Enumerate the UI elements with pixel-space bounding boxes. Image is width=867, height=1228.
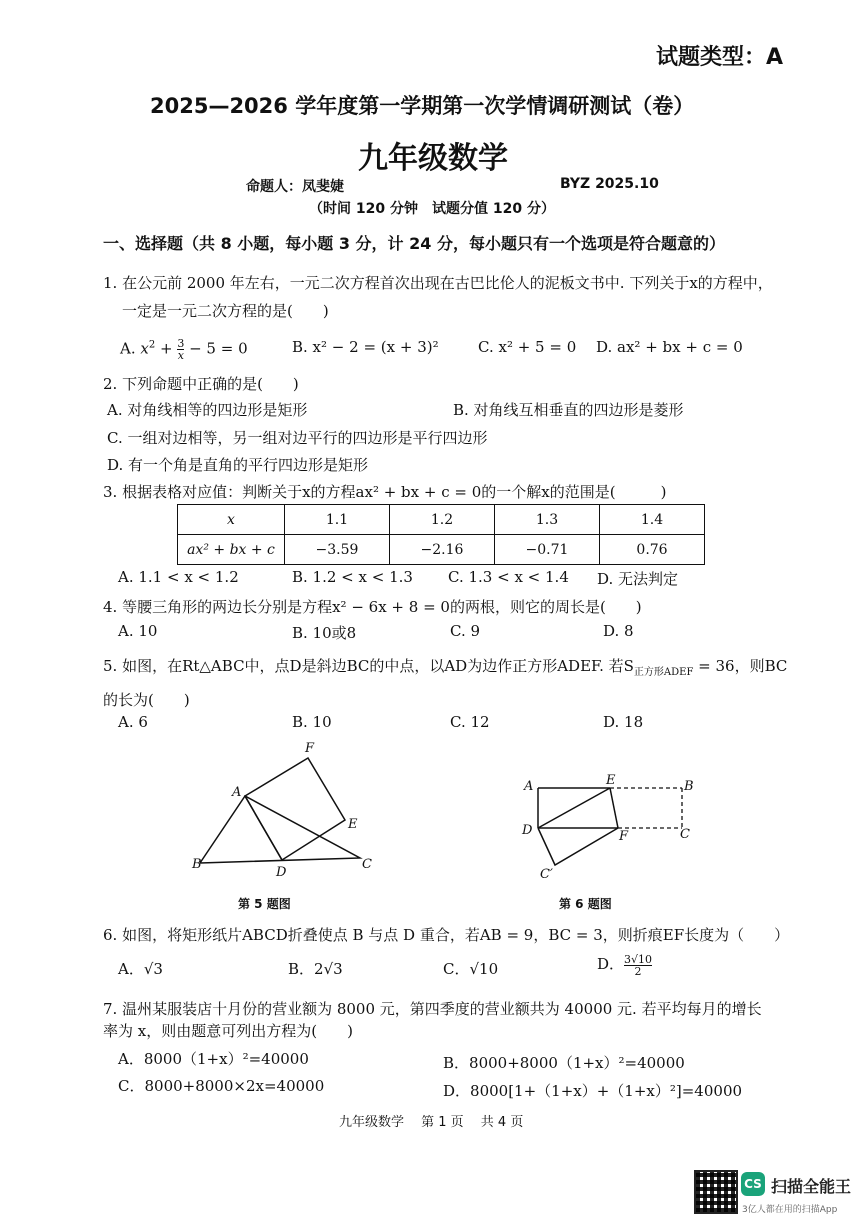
table-cell: −2.16 <box>390 535 495 565</box>
q6-d-fraction: $\frac{3√10}{2}$ <box>624 952 653 978</box>
figure-5-diagram <box>190 738 390 883</box>
q5-option-c[interactable]: C. 12 <box>450 713 490 731</box>
label-b: B <box>192 857 202 872</box>
q3-option-c[interactable]: C. 1.3 < x < 1.4 <box>448 568 569 586</box>
label-a: A <box>524 779 534 794</box>
exam-title-line: 2025—2026 学年度第一学期第一次学情调研测试（卷） <box>150 94 695 118</box>
label-b: B <box>684 779 694 794</box>
table-cell: 1.1 <box>285 505 390 535</box>
q1-stem-line1: 1. 在公元前 2000 年左右，一元二次方程首次出现在古巴比伦人的泥板文书中. 下列关于x的方程中， <box>103 274 773 292</box>
q7-option-c[interactable]: C．8000+8000×2x=40000 <box>118 1077 325 1095</box>
table-cell: 1.4 <box>600 505 705 535</box>
folded-flap <box>538 828 618 865</box>
qr-code <box>694 1170 738 1214</box>
table-cell: x <box>178 505 285 535</box>
figure-6-diagram <box>520 770 700 885</box>
q1-option-a[interactable]: A. $x^2$ + $\frac{3}{x}$ − 5 = 0 <box>120 337 248 362</box>
square-adef <box>245 758 345 860</box>
q1-stem-line2: 一定是一元二次方程的是( ) <box>122 302 329 320</box>
q2-option-a[interactable]: A. 对角线相等的四边形是矩形 <box>107 401 308 419</box>
scanner-app-name: 扫描全能王 <box>771 1177 852 1196</box>
time-score-line: （时间 120 分钟 试题分值 120 分） <box>309 201 555 217</box>
label-c: C <box>680 827 690 842</box>
q6-option-d[interactable]: D． $\frac{3√10}{2}$ <box>597 952 653 978</box>
table-cell: 1.2 <box>390 505 495 535</box>
q6-option-b[interactable]: B．2√3 <box>288 960 343 978</box>
q5-stem-line1: 5. 如图，在Rt△ABC中，点D是斜边BC的中点，以AD为边作正方形ADEF. 若$S_{正方形ADEF} = 36$，则BC <box>103 657 788 678</box>
label-c: C <box>362 857 372 872</box>
q7-option-d[interactable]: D．8000[1+（1+x）+（1+x）²]=40000 <box>443 1082 743 1100</box>
label-c-prime: C′ <box>540 867 553 882</box>
fold-line-ef <box>610 788 618 828</box>
q1-fraction: $\frac{3}{x}$ <box>177 337 185 362</box>
label-f: F <box>619 829 629 844</box>
table-row <box>178 505 705 535</box>
q1-option-b[interactable]: B. x² − 2 = (x + 3)² <box>292 338 439 356</box>
q5-option-b[interactable]: B. 10 <box>292 713 332 731</box>
label-d: D <box>276 865 287 880</box>
label-e: E <box>348 817 358 832</box>
author-line: 命题人：凤斐婕 <box>246 179 344 195</box>
q3-option-d[interactable]: D. 无法判定 <box>597 570 679 588</box>
section-heading: 一、选择题（共 8 小题，每小题 3 分，计 24 分，每小题只有一个选项是符合题意的） <box>103 234 725 253</box>
label-a: A <box>232 785 242 800</box>
q3-value-table <box>177 504 705 565</box>
q4-option-a[interactable]: A. 10 <box>118 622 158 640</box>
q6-option-a[interactable]: A．√3 <box>118 960 163 978</box>
q2-option-d[interactable]: D. 有一个角是直角的平行四边形是矩形 <box>107 456 369 474</box>
table-cell: −3.59 <box>285 535 390 565</box>
q5-option-a[interactable]: A. 6 <box>118 713 148 731</box>
q4-option-c[interactable]: C. 9 <box>450 622 481 640</box>
q3-option-a[interactable]: A. 1.1 < x < 1.2 <box>118 568 239 586</box>
subject-title: 九年级数学 <box>358 141 508 176</box>
scanner-logo-icon: CS <box>741 1172 765 1196</box>
q1-option-d[interactable]: D. ax² + bx + c = 0 <box>596 338 743 356</box>
q1-option-c[interactable]: C. x² + 5 = 0 <box>478 338 577 356</box>
table-cell: −0.71 <box>495 535 600 565</box>
q7-option-a[interactable]: A．8000（1+x）²=40000 <box>118 1050 309 1068</box>
q6-stem: 6. 如图，将矩形纸片ABCD折叠使点 B 与点 D 重合，若AB = 9，BC = 3，则折痕EF长度为（ ） <box>103 926 790 944</box>
table-cell: 0.76 <box>600 535 705 565</box>
q4-option-b[interactable]: B. 10或8 <box>292 624 357 642</box>
label-d: D <box>522 823 533 838</box>
q3-option-b[interactable]: B. 1.2 < x < 1.3 <box>292 568 413 586</box>
segment-de <box>538 788 610 828</box>
table-cell: ax² + bx + c <box>178 535 285 565</box>
q6-option-c[interactable]: C．√10 <box>443 960 499 978</box>
q7-stem-line2: 率为 x，则由题意可列出方程为( ) <box>103 1022 353 1040</box>
q4-stem: 4. 等腰三角形的两边长分别是方程x² − 6x + 8 = 0的两根，则它的周长是( ) <box>103 598 642 616</box>
scanner-tagline: 3亿人都在用的扫描App <box>742 1205 838 1215</box>
q7-option-b[interactable]: B．8000+8000（1+x）²=40000 <box>443 1054 685 1072</box>
exam-type-label: 试题类型：A <box>655 45 783 70</box>
table-row <box>178 535 705 565</box>
q4-option-d[interactable]: D. 8 <box>603 622 634 640</box>
table-cell: 1.3 <box>495 505 600 535</box>
q2-option-c[interactable]: C. 一组对边相等，另一组对边平行的四边形是平行四边形 <box>107 429 488 447</box>
q7-stem-line1: 7. 温州某服装店十月份的营业额为 8000 元，第四季度的营业额共为 40000 元. 若平均每月的增长 <box>103 1000 762 1018</box>
q5-stem-line2: 的长为( ) <box>103 691 190 709</box>
label-f: F <box>305 741 315 756</box>
exam-code: BYZ 2025.10 <box>560 176 659 192</box>
q2-option-b[interactable]: B. 对角线互相垂直的四边形是菱形 <box>453 401 684 419</box>
page-footer: 九年级数学 第 1 页 共 4 页 <box>339 1115 524 1130</box>
q2-stem: 2. 下列命题中正确的是( ) <box>103 375 299 393</box>
q3-stem: 3. 根据表格对应值：判断关于x的方程ax² + bx + c = 0的一个解x的范围是( ) <box>103 483 667 501</box>
label-e: E <box>606 773 616 788</box>
figure-5-caption: 第 5 题图 <box>238 897 291 911</box>
figure-6-caption: 第 6 题图 <box>559 897 612 911</box>
q5-option-d[interactable]: D. 18 <box>603 713 644 731</box>
